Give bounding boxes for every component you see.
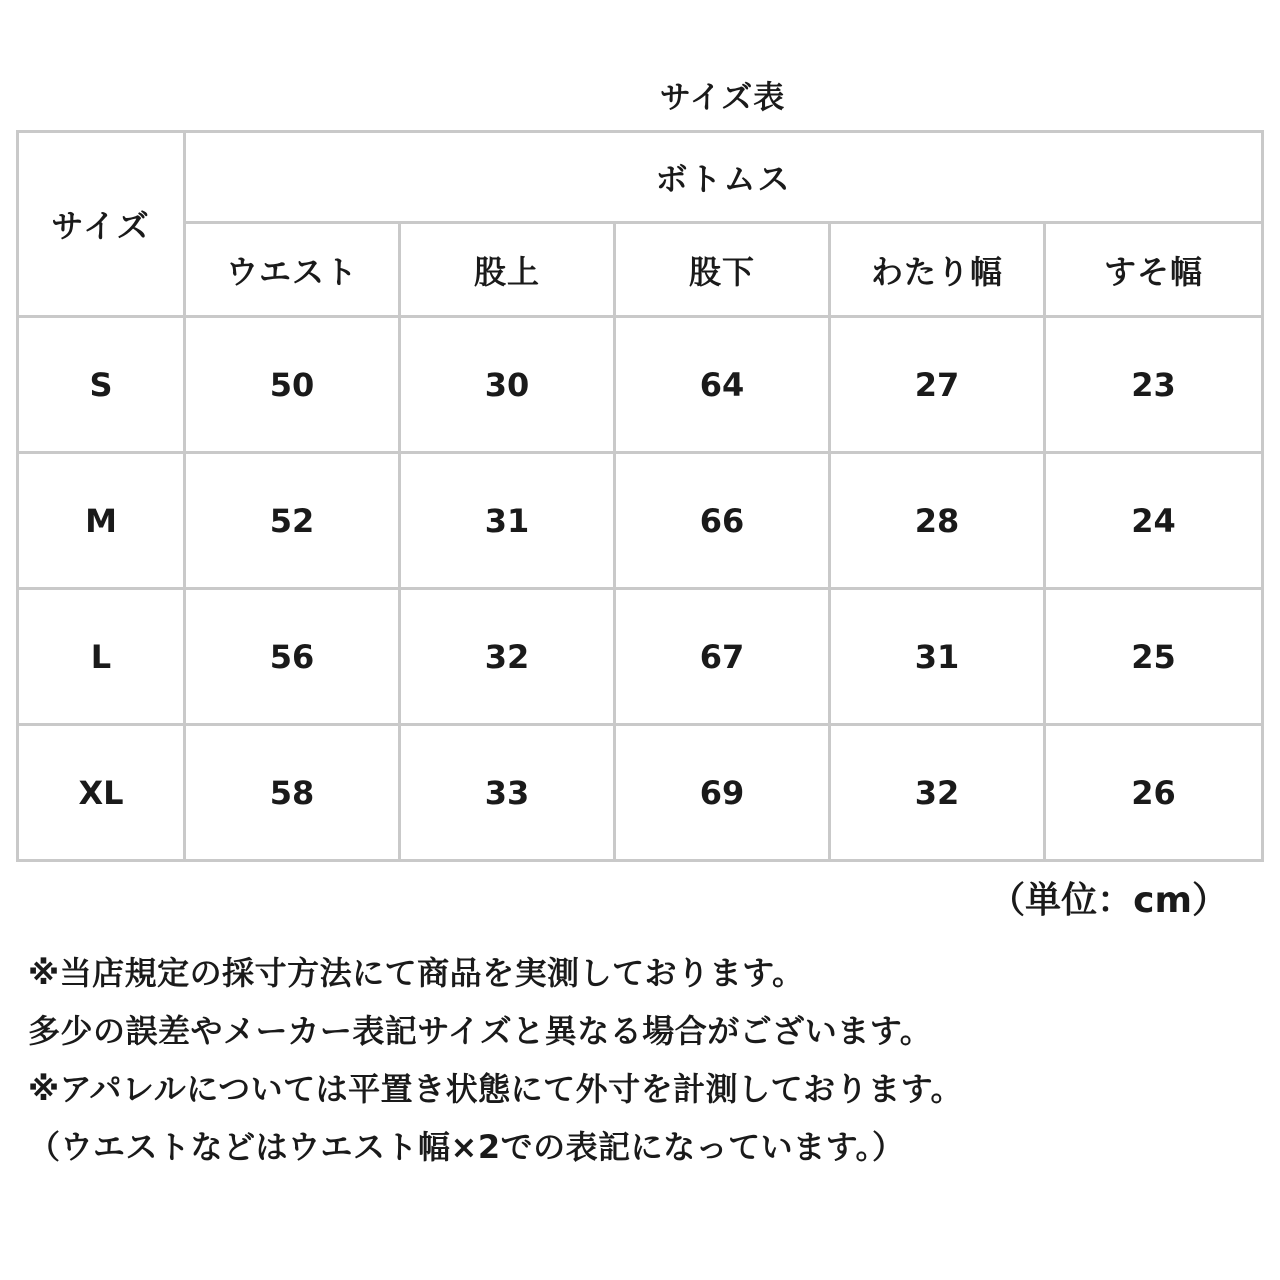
column-header-inseam: 股下 — [615, 223, 830, 317]
table-cell: 32 — [830, 725, 1045, 861]
header-row-group — [18, 132, 1263, 223]
table-cell: 58 — [185, 725, 400, 861]
table-cell: 31 — [400, 453, 615, 589]
table-cell: 67 — [615, 589, 830, 725]
table-cell: 64 — [615, 317, 830, 453]
column-header-rise: 股上 — [400, 223, 615, 317]
page-title: サイズ表 — [659, 80, 786, 116]
table-cell: 52 — [185, 453, 400, 589]
size-label: L — [18, 589, 185, 725]
measurement-notes — [28, 944, 1258, 1176]
table-cell: 66 — [615, 453, 830, 589]
table-cell: 31 — [830, 589, 1045, 725]
note-line: 多少の誤差やメーカー表記サイズと異なる場合がございます。 — [28, 1012, 933, 1050]
table-cell: 56 — [185, 589, 400, 725]
size-label: M — [18, 453, 185, 589]
column-header-thigh-width: わたり幅 — [830, 223, 1045, 317]
table-row — [18, 317, 1263, 453]
column-header-hem-width: すそ幅 — [1045, 223, 1263, 317]
table-row — [18, 453, 1263, 589]
table-cell: 27 — [830, 317, 1045, 453]
size-table — [16, 130, 1264, 862]
note-line: （ウエストなどはウエスト幅×2での表記になっています。） — [28, 1128, 905, 1166]
unit-note: （単位：cm） — [989, 880, 1228, 921]
table-cell: 25 — [1045, 589, 1263, 725]
table-cell: 30 — [400, 317, 615, 453]
bottoms-group-header: ボトムス — [185, 132, 1263, 223]
table-cell: 69 — [615, 725, 830, 861]
size-label: XL — [18, 725, 185, 861]
table-cell: 32 — [400, 589, 615, 725]
table-row — [18, 725, 1263, 861]
table-cell: 28 — [830, 453, 1045, 589]
column-header-waist: ウエスト — [185, 223, 400, 317]
size-label: S — [18, 317, 185, 453]
table-cell: 33 — [400, 725, 615, 861]
table-cell: 50 — [185, 317, 400, 453]
table-cell: 26 — [1045, 725, 1263, 861]
table-cell: 24 — [1045, 453, 1263, 589]
table-row — [18, 589, 1263, 725]
size-column-header: サイズ — [18, 132, 185, 317]
header-row-columns — [18, 223, 1263, 317]
note-line: ※当店規定の採寸方法にて商品を実測しております。 — [28, 954, 805, 992]
note-line: ※アパレルについては平置き状態にて外寸を計測しております。 — [28, 1070, 964, 1108]
table-cell: 23 — [1045, 317, 1263, 453]
